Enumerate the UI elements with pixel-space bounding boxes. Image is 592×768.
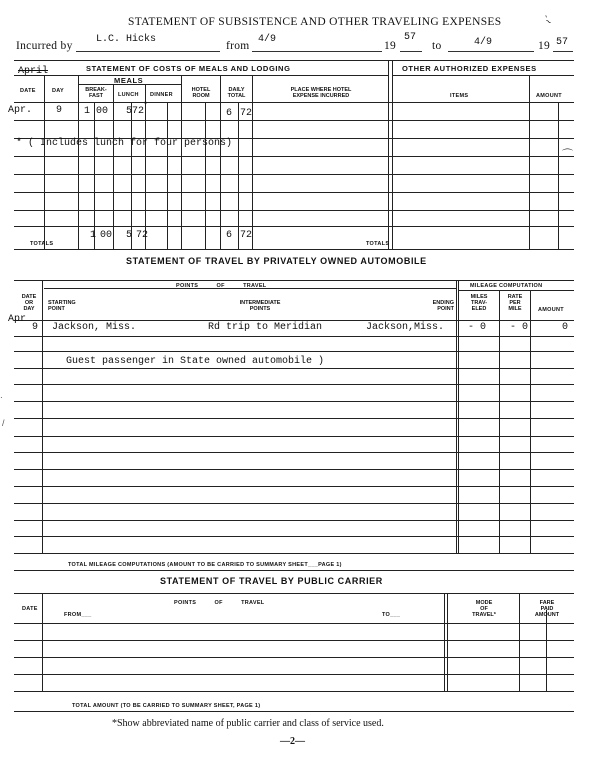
- total-lunch-cents: 72: [136, 230, 149, 241]
- lunch-asterisk: *: [144, 100, 148, 109]
- carrier-col-to-header: TO___: [382, 612, 401, 618]
- left-margin-mark: ∙: [0, 392, 3, 402]
- carrier-col-date-header: DATE: [22, 606, 38, 612]
- carrier-points-header: POINTS OF TRAVEL: [174, 600, 265, 606]
- total-daily-cents: 72: [240, 230, 253, 241]
- meals-note: * ( Includes lunch for four persons): [16, 138, 233, 149]
- other-totals-label: TOTALS: [366, 241, 390, 247]
- incurred-by-line: [76, 51, 220, 52]
- meal-row-breakfast-dollars: 1: [84, 106, 91, 117]
- auto-col-miles-header: MILES TRAV- ELED: [470, 294, 488, 312]
- meal-row-breakfast-cents: 00: [96, 106, 109, 117]
- meal-row-daily-dollars: 6: [226, 108, 233, 119]
- carrier-section-title: STATEMENT OF TRAVEL BY PUBLIC CARRIER: [160, 576, 383, 586]
- footnote: *Show abbreviated name of public carrier and class of service used.: [112, 718, 384, 729]
- corner-mark: `~: [539, 14, 554, 29]
- meal-row-lunch-dollars: 5: [126, 106, 133, 117]
- auto-row-miles: - 0: [468, 322, 487, 333]
- auto-col-rate-header: RATE PER MILE: [507, 294, 523, 312]
- auto-row-amount: 0: [562, 322, 569, 333]
- col-daily-total-header: DAILY TOTAL: [227, 87, 246, 99]
- margin-mark: ⌒: [562, 149, 573, 161]
- incurred-by-label: Incurred by: [16, 40, 73, 52]
- total-breakfast-dollars: 1: [90, 230, 97, 241]
- auto-total-label: TOTAL MILEAGE COMPUTATIONS (AMOUNT TO BE CARRIED TO SUMMARY SHEET___PAGE 1): [68, 562, 342, 568]
- col-items-header: ITEMS: [450, 93, 469, 99]
- from-date: 4/9: [258, 34, 277, 45]
- col-breakfast-header: BREAK- FAST: [85, 87, 107, 99]
- auto-row-starting: Jackson, Miss.: [52, 322, 137, 333]
- auto-col-intermediate-header: INTERMEDIATE POINTS: [239, 300, 281, 312]
- from-year-line: [400, 51, 422, 52]
- total-breakfast-cents: 00: [100, 230, 113, 241]
- carrier-total-label: TOTAL AMOUNT (TO BE CARRIED TO SUMMARY SHEET, PAGE 1): [72, 703, 261, 709]
- auto-section-title: STATEMENT OF TRAVEL BY PRIVATELY OWNED AUTOMOBILE: [126, 256, 427, 266]
- auto-row-intermediate: Rd trip to Meridian: [208, 322, 323, 333]
- col-place-header: PLACE WHERE HOTEL EXPENSE INCURRED: [290, 87, 352, 99]
- auto-col-date-header: DATE OR DAY: [21, 294, 37, 312]
- col-amount-header: AMOUNT: [536, 93, 562, 99]
- to-year: 57: [556, 37, 569, 48]
- mileage-computation-header: MILEAGE COMPUTATION: [470, 283, 543, 289]
- to-year-line: [553, 51, 573, 52]
- meal-row-lunch-cents: 72: [132, 106, 145, 117]
- carrier-col-from-header: FROM___: [64, 612, 92, 618]
- auto-col-amount-header: AMOUNT: [538, 307, 564, 313]
- col-hotel-header: HOTEL ROOM: [191, 87, 211, 99]
- to-year-prefix: 19: [538, 40, 551, 52]
- auto-row-day: 9: [32, 322, 39, 333]
- from-year-prefix: 19: [384, 40, 397, 52]
- carrier-col-mode-header: MODE OF TRAVEL*: [472, 600, 496, 618]
- from-label: from: [226, 40, 250, 52]
- meal-row-date: Apr.: [8, 105, 33, 116]
- to-label: to: [432, 40, 442, 52]
- from-year: 57: [404, 32, 417, 43]
- meal-row-day: 9: [56, 105, 63, 116]
- col-date-header: DATE: [20, 88, 36, 94]
- incurred-by-value: L.C. Hicks: [96, 34, 157, 45]
- col-meals-header: MEALS: [114, 76, 144, 85]
- auto-col-starting-header: STARTING POINT: [48, 300, 76, 312]
- col-dinner-header: DINNER: [150, 92, 173, 98]
- month-strikethrough: April: [18, 66, 49, 77]
- auto-points-header: POINTS OF TRAVEL: [176, 283, 267, 289]
- auto-col-ending-header: ENDING POINT: [432, 300, 454, 312]
- auto-row-ending: Jackson,Miss.: [366, 322, 445, 333]
- total-lunch-dollars: 5: [126, 230, 133, 241]
- auto-row-rate: - 0: [510, 322, 529, 333]
- meals-section-title: STATEMENT OF COSTS OF MEALS AND LODGING: [86, 64, 291, 73]
- from-date-line: [252, 51, 382, 52]
- meals-totals-label: TOTALS: [30, 241, 54, 247]
- left-margin-mark-2: /: [2, 418, 5, 428]
- form-title: STATEMENT OF SUBSISTENCE AND OTHER TRAVELING EXPENSES: [128, 16, 502, 28]
- total-daily-dollars: 6: [226, 230, 233, 241]
- col-lunch-header: LUNCH: [118, 92, 139, 98]
- auto-row-month: Apr: [8, 314, 27, 325]
- other-expenses-title: OTHER AUTHORIZED EXPENSES: [402, 64, 537, 73]
- auto-note: Guest passenger in State owned automobile ): [66, 356, 325, 367]
- to-date-line: [448, 51, 534, 52]
- col-day-header: DAY: [52, 88, 65, 94]
- meal-row-daily-cents: 72: [240, 108, 253, 119]
- to-date: 4/9: [474, 37, 493, 48]
- page-number: —2—: [280, 736, 305, 747]
- carrier-col-fare-header: FARE PAID AMOUNT: [534, 600, 560, 618]
